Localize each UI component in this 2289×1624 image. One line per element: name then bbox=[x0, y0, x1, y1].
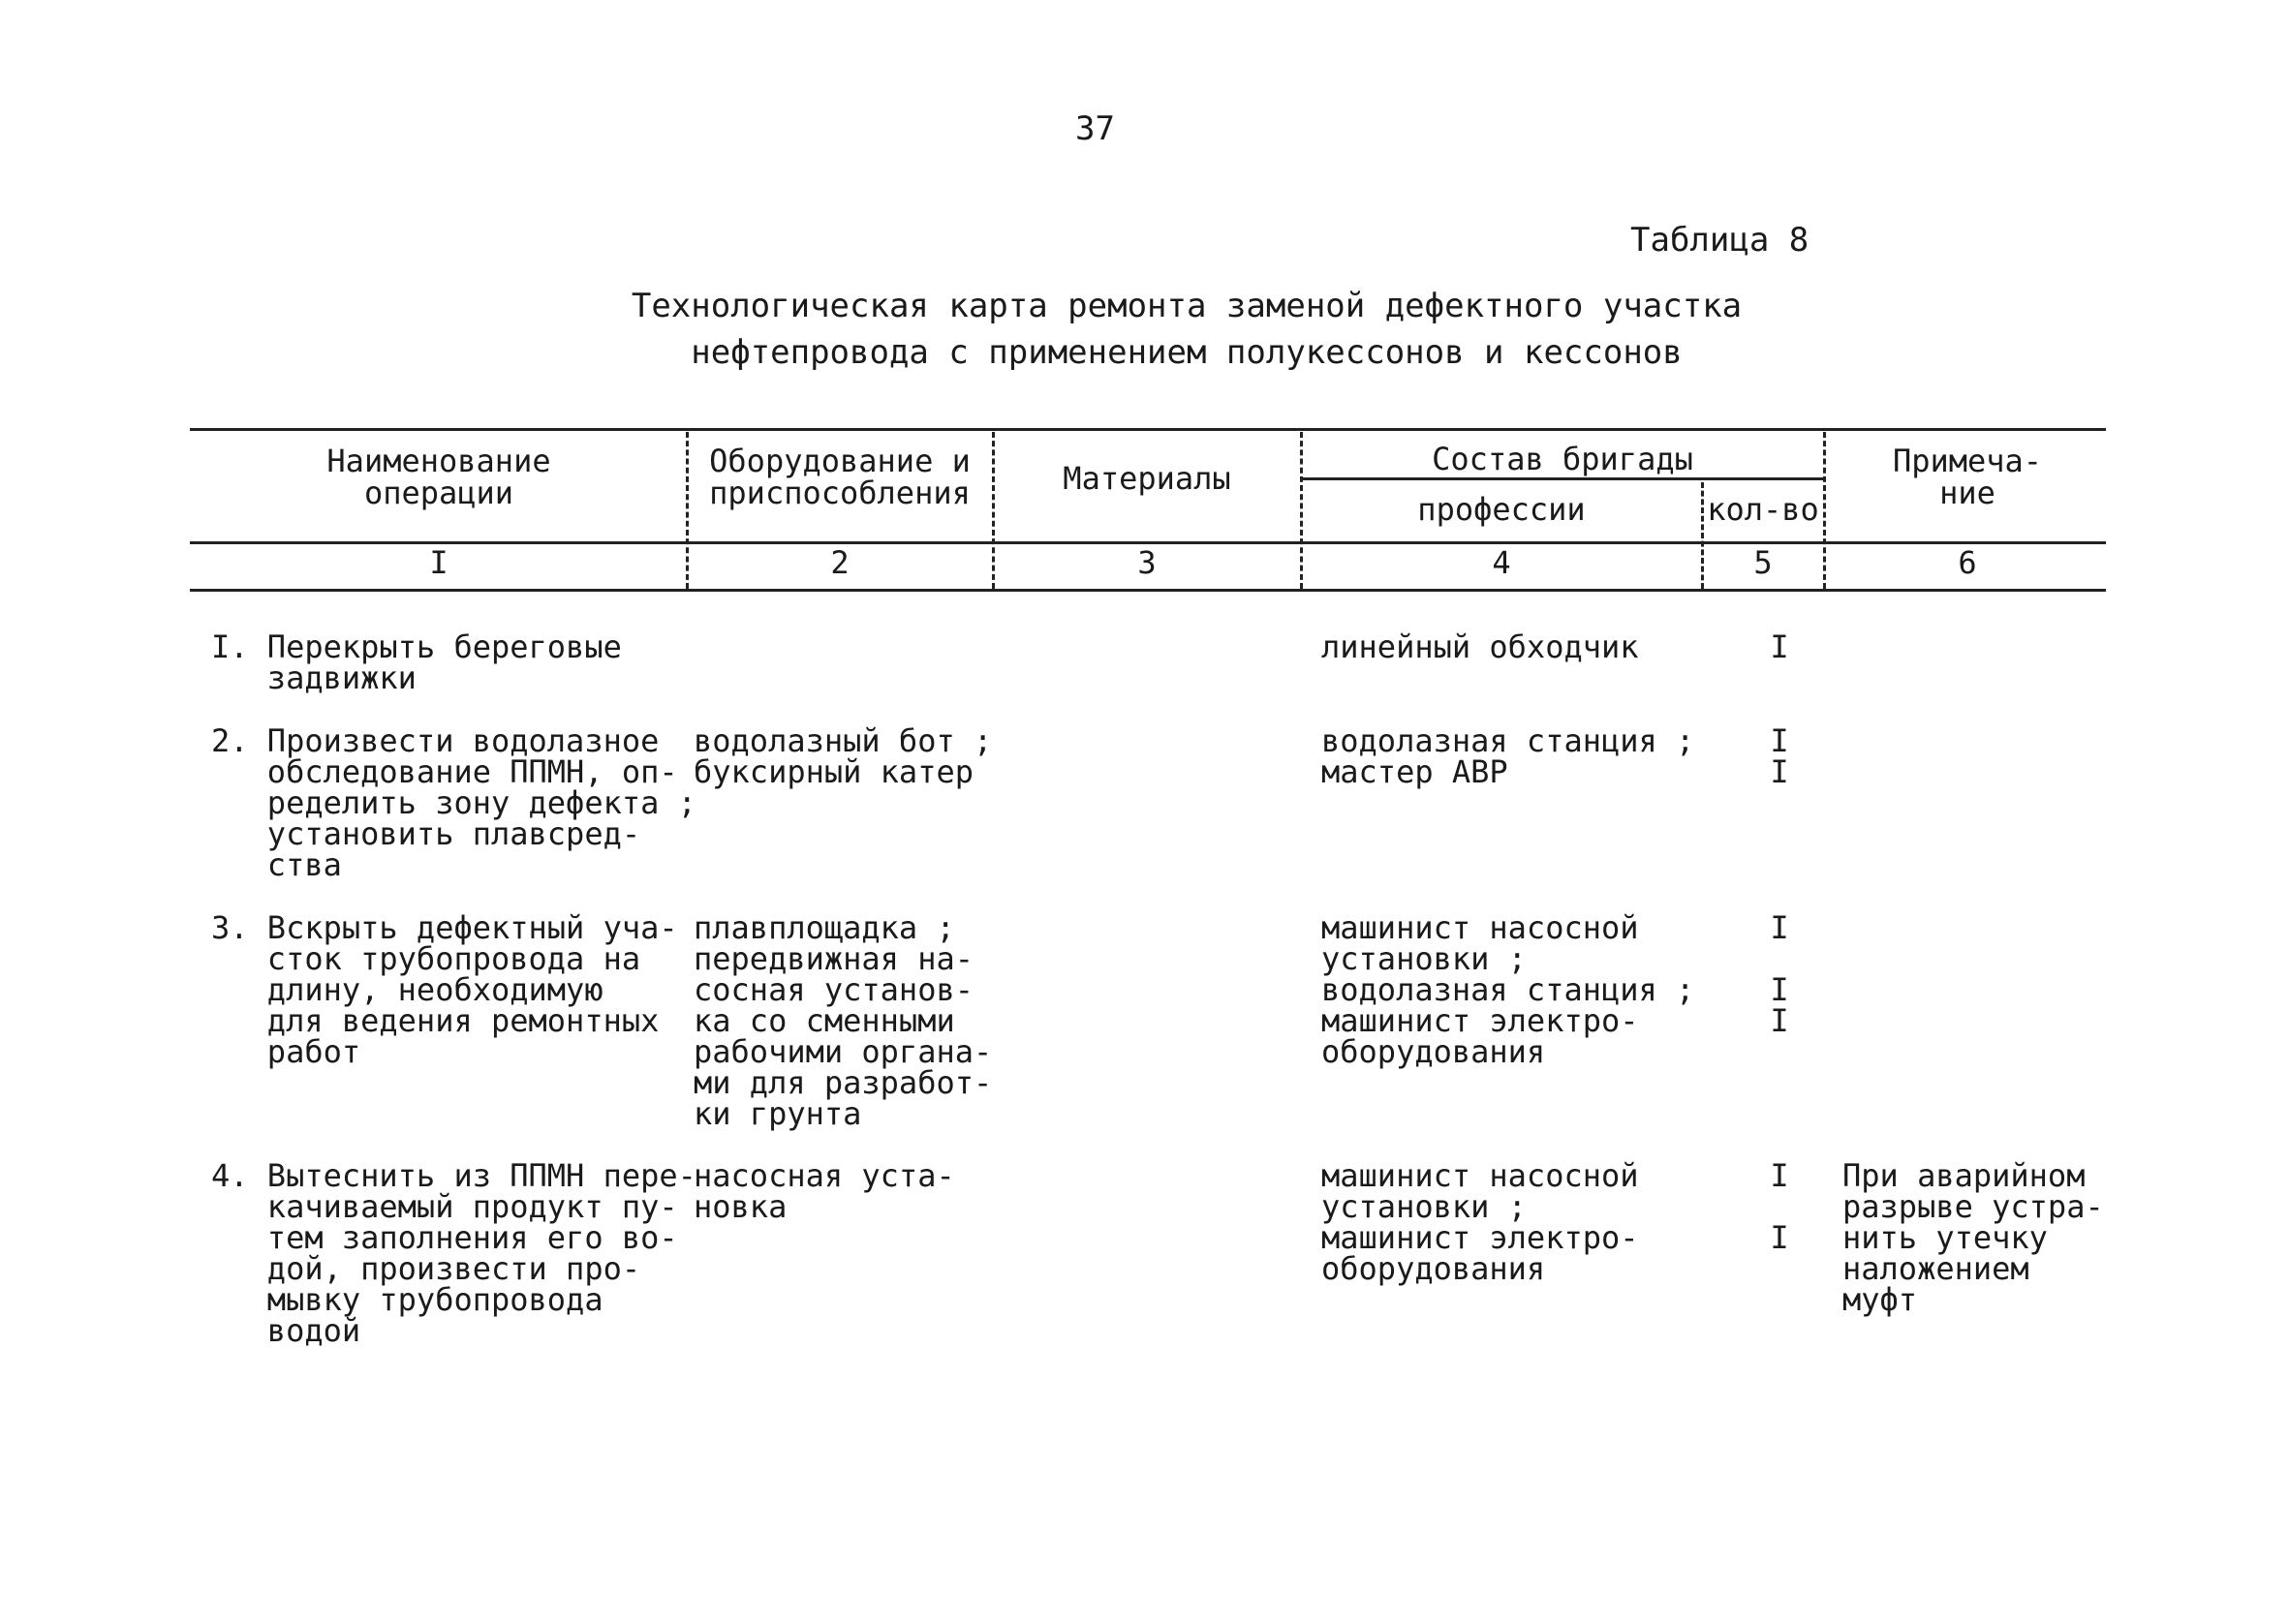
header-count: кол-во bbox=[1707, 491, 1819, 528]
document-title-line-2: нефтепровода с применением полукессонов и кессонов bbox=[691, 333, 1683, 372]
header-note: Примеча- ние bbox=[1892, 443, 2043, 511]
column-number: I bbox=[429, 544, 449, 581]
table-row-count: I I bbox=[1770, 722, 1789, 790]
column-divider bbox=[1300, 432, 1303, 589]
column-divider bbox=[992, 432, 995, 589]
crew-group-rule bbox=[1300, 477, 1823, 480]
header-operation: Наименование операции bbox=[326, 443, 551, 511]
table-label: Таблица 8 bbox=[1630, 221, 1810, 260]
header-equipment: Оборудование и приспособления bbox=[709, 443, 971, 511]
table-row-operation: 3. Вскрыть дефектный уча- сток трубопровода на длину, необходимую для ведения ремонтных работ bbox=[211, 909, 678, 1070]
column-number: 2 bbox=[830, 544, 850, 581]
table-row-professions: линейный обходчик bbox=[1321, 628, 1639, 665]
column-divider bbox=[686, 432, 689, 589]
header-materials: Материалы bbox=[1063, 460, 1231, 497]
table-row-operation: I. Перекрыть береговые задвижки bbox=[211, 628, 622, 696]
table-row-count: I I I bbox=[1770, 909, 1789, 1039]
document-title-line-1: Технологическая карта ремонта заменой дефектного участка bbox=[631, 287, 1743, 325]
table-row-equipment: водолазный бот ; буксирный катер bbox=[694, 722, 993, 790]
table-row-equipment: насосная уста- новка bbox=[694, 1157, 955, 1225]
table-row-professions: машинист насосной установки ; водолазная станция ; машинист электро- оборудования bbox=[1321, 909, 1695, 1070]
header-professions: профессии bbox=[1417, 491, 1586, 528]
column-number: 4 bbox=[1492, 544, 1511, 581]
column-number: 3 bbox=[1137, 544, 1157, 581]
page-number: 37 bbox=[1075, 109, 1115, 148]
table-row-operation: 4. Вытеснить из ППМН пере- качиваемый продукт пу- тем заполнения его во- дой, произвести про- мывку трубопровода водой bbox=[211, 1157, 696, 1349]
column-divider bbox=[1823, 432, 1826, 589]
table-row-professions: водолазная станция ; мастер АВР bbox=[1321, 722, 1695, 790]
header-crew: Состав бригады bbox=[1432, 441, 1693, 477]
column-divider bbox=[1701, 482, 1704, 589]
table-row-note: При аварийном разрыве устра- нить утечку наложением муфт bbox=[1842, 1157, 2104, 1318]
table-row-count: I bbox=[1770, 628, 1789, 665]
table-top-rule bbox=[190, 428, 2106, 431]
column-number: 6 bbox=[1958, 544, 1977, 581]
column-number-rule bbox=[190, 589, 2106, 592]
table-row-count: I I bbox=[1770, 1157, 1789, 1256]
table-row-operation: 2. Произвести водолазное обследование ППМН, оп- ределить зону дефекта ; установить плавсред- ства bbox=[211, 722, 696, 883]
table-row-professions: машинист насосной установки ; машинист электро- оборудования bbox=[1321, 1157, 1639, 1287]
table-row-equipment: плавплощадка ; передвижная на- сосная установ- ка со сменными рабочими органа- ми для разработ- ки грунта bbox=[694, 909, 993, 1132]
column-number: 5 bbox=[1753, 544, 1773, 581]
